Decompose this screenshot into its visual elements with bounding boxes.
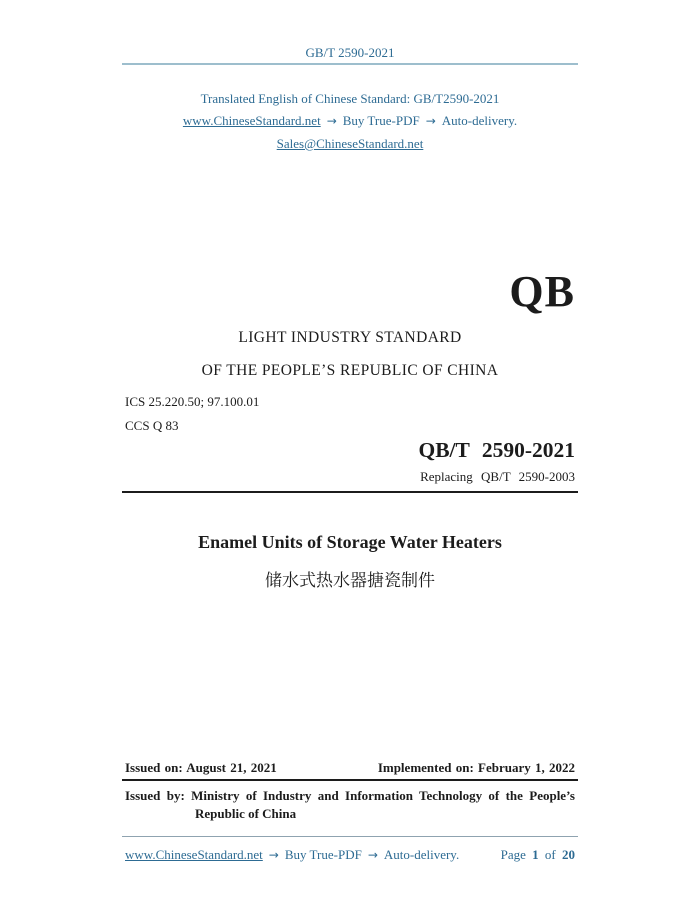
footer bbox=[125, 847, 575, 863]
arrow-icon: → bbox=[268, 848, 279, 862]
header-divider bbox=[122, 63, 578, 65]
footer-buy-line bbox=[125, 847, 459, 863]
issuance-dates-row bbox=[125, 760, 575, 776]
footer-divider bbox=[122, 836, 578, 837]
implemented-on-date: Implemented on: February 1, 2022 bbox=[377, 760, 575, 775]
replacing-note: Replacing QB/T 2590-2003 bbox=[420, 469, 575, 484]
header-buy-line bbox=[125, 113, 575, 129]
issued-by-line2: Republic of China bbox=[195, 806, 297, 821]
sales-email-link[interactable]: Sales@ChineseStandard.net bbox=[276, 136, 424, 151]
document-title-zh: 储水式热水器搪瓷制件 bbox=[265, 571, 435, 590]
ccs-code: CCS Q 83 bbox=[125, 418, 179, 433]
total-pages: 20 bbox=[562, 847, 575, 862]
sales-email-line bbox=[125, 136, 575, 152]
document-title-en: Enamel Units of Storage Water Heaters bbox=[198, 532, 502, 552]
issued-on-date: Issued on: August 21, 2021 bbox=[125, 760, 277, 775]
arrow-icon: → bbox=[326, 114, 337, 128]
footer-buy-label: Buy True-PDF bbox=[284, 847, 362, 862]
standard-type-line2: OF THE PEOPLE’S REPUBLIC OF CHINA bbox=[201, 362, 499, 379]
arrow-icon: → bbox=[425, 114, 436, 128]
delivery-label: Auto-delivery. bbox=[441, 113, 518, 128]
issued-by-line1: Issued by: Ministry of Industry and Information Technology of the People’s bbox=[125, 788, 575, 803]
arrow-icon: → bbox=[367, 848, 378, 862]
footer-site-link[interactable]: www.ChineseStandard.net bbox=[125, 847, 263, 862]
ics-code: ICS 25.220.50; 97.100.01 bbox=[125, 394, 260, 409]
issuance-divider bbox=[122, 779, 578, 781]
qb-logo: QB bbox=[509, 267, 575, 316]
of-label: of bbox=[544, 847, 556, 862]
standard-number: QB/T 2590-2021 bbox=[418, 438, 575, 462]
header-doc-code: GB/T 2590-2021 bbox=[305, 45, 395, 60]
site-link[interactable]: www.ChineseStandard.net bbox=[182, 113, 321, 128]
title-divider bbox=[122, 491, 578, 493]
current-page: 1 bbox=[532, 847, 539, 862]
page-label: Page bbox=[500, 847, 526, 862]
page-number-indicator bbox=[501, 847, 575, 863]
translated-note: Translated English of Chinese Standard: GB/T2590-2021 bbox=[200, 91, 500, 106]
standard-type-line1: LIGHT INDUSTRY STANDARD bbox=[238, 329, 462, 346]
buy-label: Buy True-PDF bbox=[342, 113, 420, 128]
footer-delivery-label: Auto-delivery. bbox=[383, 847, 460, 862]
